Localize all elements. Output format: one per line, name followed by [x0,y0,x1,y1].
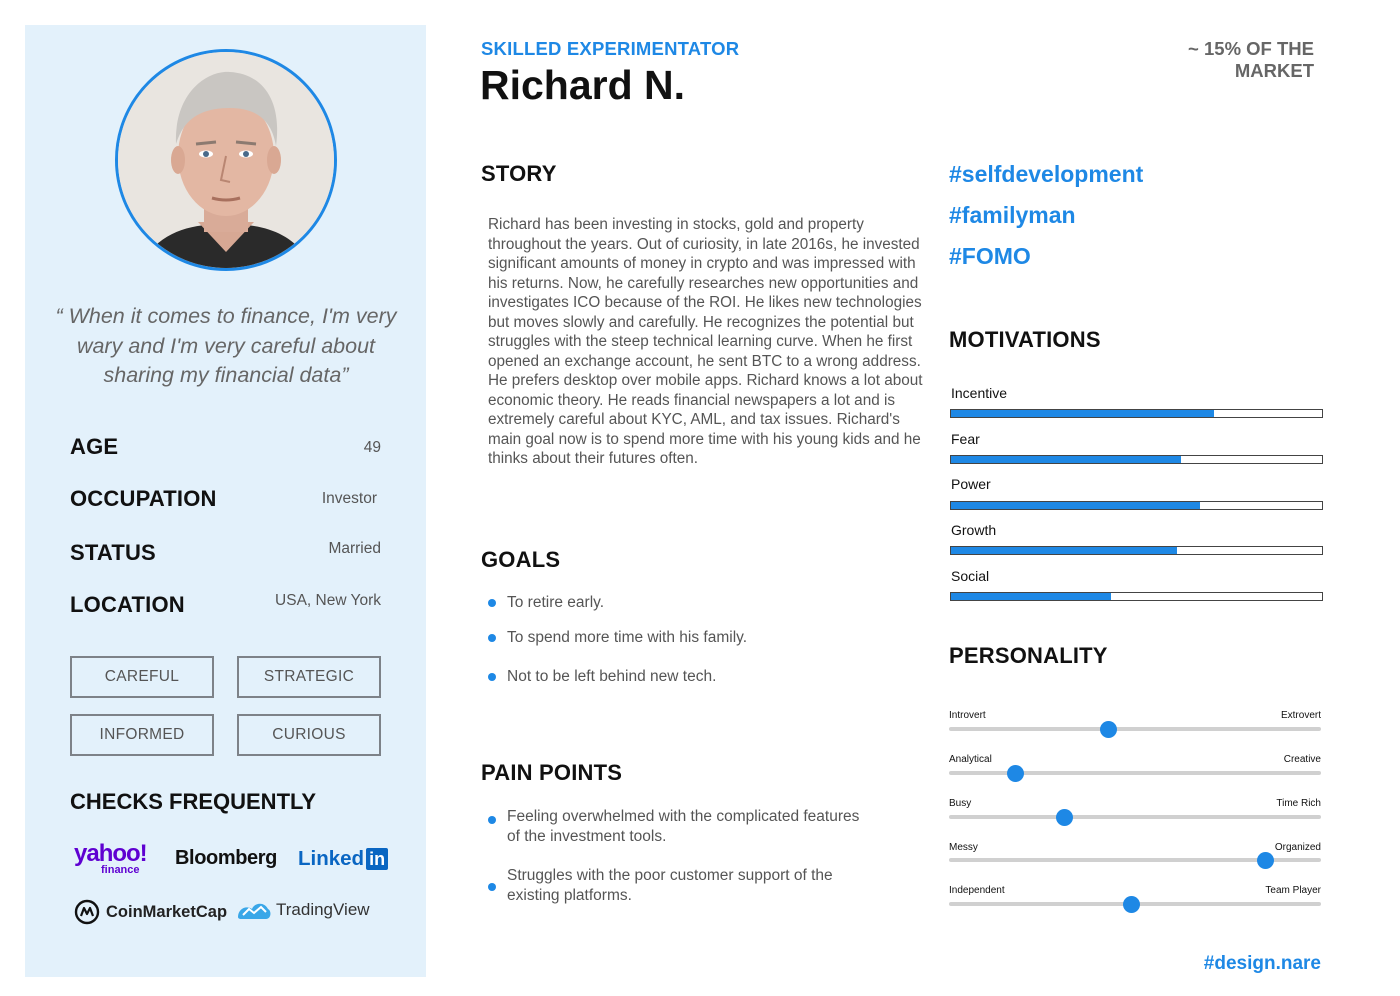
occupation-value: Investor [321,490,377,507]
trait-tag: INFORMED [70,714,214,756]
coinmarketcap-wordmark: CoinMarketCap [106,902,228,921]
motivation-bar [950,501,1323,510]
personality-slider[interactable] [949,858,1321,862]
motivation-fill [951,410,1214,417]
motivation-bar [950,592,1323,601]
goals-title: GOALS [481,547,561,572]
pain-point-text: Struggles with the poor customer support of the existing platforms. [507,867,833,904]
motivation-bar [950,546,1323,555]
goal-item [488,628,888,648]
bullet-icon [488,634,496,642]
yahoo-subword: finance [101,864,140,876]
motivation-label: Social [951,568,990,584]
bloomberg-logo: Bloomberg [175,847,277,869]
footer-hashtag: #design.nare [1203,953,1321,974]
persona-role: SKILLED EXPERIMENTATOR [481,38,740,59]
slider-knob[interactable] [1100,721,1117,738]
motivation-fill [951,502,1200,509]
tradingview-wordmark: TradingView [276,900,370,919]
age-label: AGE [70,434,119,459]
pain-points-title: PAIN POINTS [481,760,623,785]
personality-title: PERSONALITY [949,643,1108,668]
personality-left-label: Analytical [949,754,992,765]
location-value: USA, New York [275,592,381,609]
motivation-label: Incentive [951,385,1008,401]
story-text: Richard has been investing in stocks, gold and property throughout the years. Out of curiosity, in late 2016s, he invested significant amounts of money in crypto and was impressed with his returns. Now, he carefully researches new opportunities and investigates ICO because of the ROI. He likes new technologies but moves slowly and carefully. He recognizes the potential but struggles with the steep technical learning curve. When he first opened an exchange account, he sent BTC to a wrong address. He prefers desktop over mobile apps. Richard knows a lot about economic theory. He reads financial newspapers a lot and is extremely careful about KYC, AML, and tax issues. Richard's main goal now is to spend more time with his young kids and he thinks about their futures often. [488,216,923,467]
occupation-label: OCCUPATION [70,486,217,511]
bullet-icon [488,816,496,824]
motivations-title: MOTIVATIONS [949,327,1101,352]
slider-knob[interactable] [1257,852,1274,869]
pain-point-text: Feeling overwhelmed with the complicated features of the investment tools. [507,808,860,845]
checks-frequently-title: CHECKS FREQUENTLY [70,789,317,814]
yahoo-wordmark: yahoo! [74,840,147,867]
motivation-bar [950,455,1323,464]
persona-quote: “ When it comes to finance, I'm very wary and I'm very careful about sharing my financial data” [55,304,397,387]
bullet-icon [488,883,496,891]
personality-right-label: Creative [1283,754,1321,765]
personality-right-label: Team Player [1265,885,1321,896]
tradingview-icon [236,899,272,921]
bullet-icon [488,599,496,607]
personality-right-label: Time Rich [1276,798,1321,809]
motivation-label: Power [951,476,991,492]
goal-text: To retire early. [507,594,605,611]
slider-knob[interactable] [1056,809,1073,826]
goal-item [488,593,888,613]
trait-tag: CAREFUL [70,656,214,698]
coinmarketcap-logo [74,899,227,925]
tradingview-logo [236,899,370,921]
personality-slider[interactable] [949,771,1321,775]
pain-point-item [488,807,873,847]
motivation-fill [951,547,1177,554]
hashtag: #selfdevelopment [949,161,1144,187]
motivation-label: Growth [951,522,997,538]
linkedin-logo [298,847,388,871]
linkedin-wordmark: Linked [298,847,365,870]
slider-knob[interactable] [1123,896,1140,913]
personality-right-label: Extrovert [1280,710,1321,721]
motivation-fill [951,593,1111,600]
motivation-fill [951,456,1181,463]
goal-item [488,667,888,687]
slider-knob[interactable] [1007,765,1024,782]
coinmarketcap-icon [74,899,100,925]
goal-text: Not to be left behind new tech. [507,668,717,685]
linkedin-in-icon: in [366,848,388,870]
status-value: Married [328,540,381,557]
personality-left-label: Independent [949,885,1005,896]
personality-slider[interactable] [949,902,1321,906]
market-share: ~ 15% OF THE MARKET [1188,38,1314,81]
hashtag: #FOMO [949,243,1031,269]
avatar [115,49,337,271]
story-title: STORY [481,161,557,186]
trait-tag: CURIOUS [237,714,381,756]
personality-left-label: Introvert [949,710,986,721]
goal-text: To spend more time with his family. [507,629,748,646]
personality-left-label: Messy [949,842,978,853]
personality-slider[interactable] [949,727,1321,731]
bullet-icon [488,673,496,681]
motivation-bar [950,409,1323,418]
personality-left-label: Busy [949,798,972,809]
trait-tag: STRATEGIC [237,656,381,698]
age-value: 49 [363,439,381,456]
personality-slider[interactable] [949,815,1321,819]
personality-right-label: Organized [1274,842,1321,853]
status-label: STATUS [70,540,156,565]
hashtag: #familyman [949,202,1076,228]
motivation-label: Fear [951,431,980,447]
persona-name: Richard N. [480,62,686,108]
location-label: LOCATION [70,592,185,617]
pain-point-item [488,866,873,906]
yahoo-finance-logo [74,840,154,879]
